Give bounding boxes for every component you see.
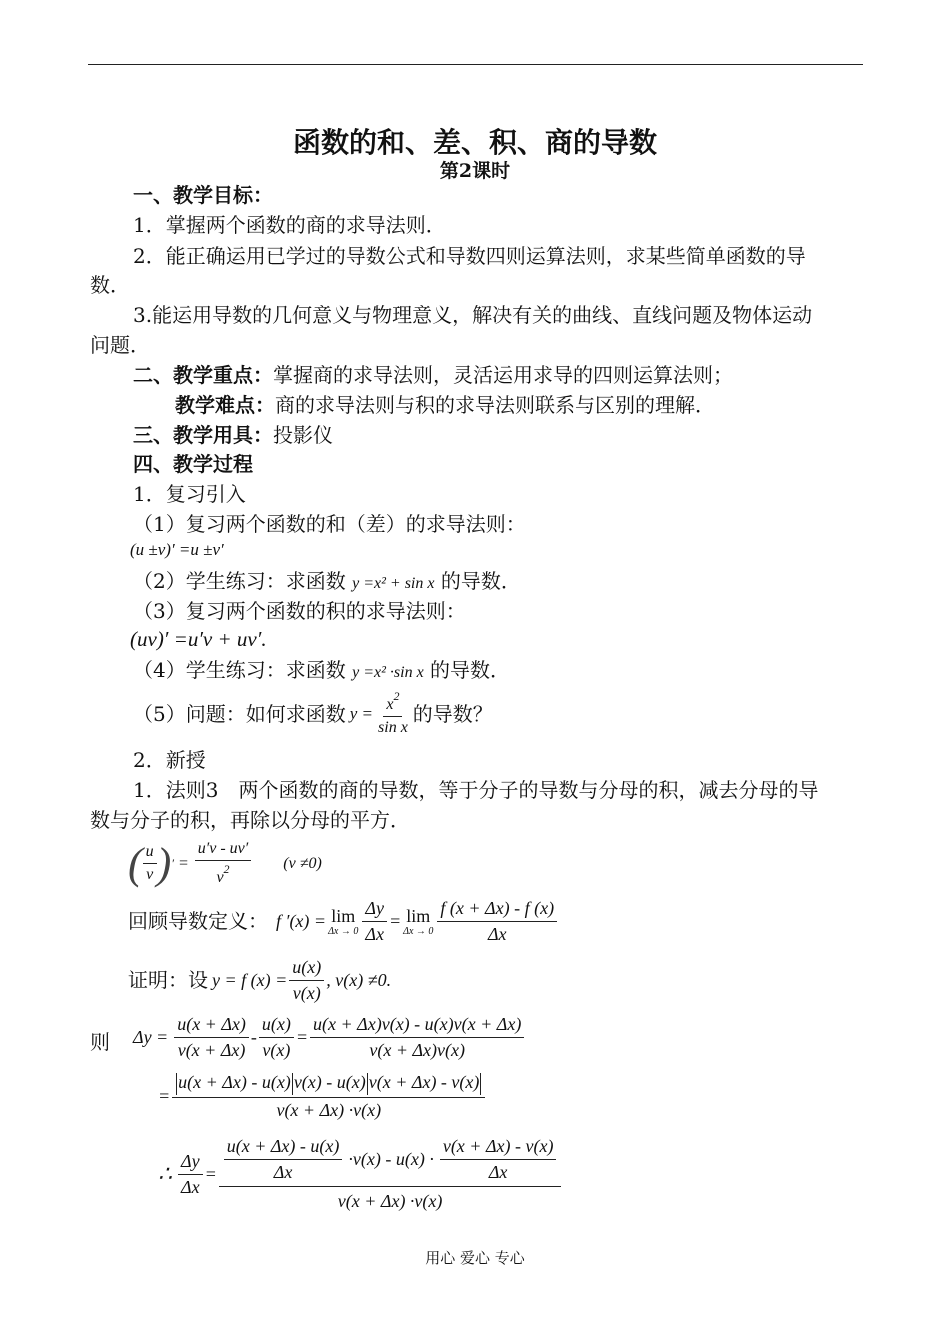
review-item-1: （1）复习两个函数的和（差）的求导法则： (133, 512, 526, 536)
page-footer: 用心 爱心 专心 (425, 1249, 525, 1267)
key-points-heading: 二、教学重点： (133, 363, 273, 387)
tools-text: 投影仪 (273, 423, 333, 447)
review-item-2-formula: y =x² + sin x (352, 575, 435, 592)
then-label: 则 (90, 1030, 110, 1054)
quotient-rule-line1: 1．法则3 两个函数的商的导数，等于分子的导数与分母的积，减去分母的导 (133, 778, 819, 802)
difficulty-heading: 教学难点： (175, 393, 275, 417)
review-item-5-suffix: 的导数？ (412, 701, 493, 726)
objective-3-line2: 问题． (90, 333, 150, 357)
review-item-3: （3）复习两个函数的积的求导法则： (133, 599, 466, 623)
review-item-4-suffix: 的导数． (430, 658, 511, 682)
section-1-heading: 一、教学目标： (133, 183, 273, 207)
tools-row (133, 423, 333, 447)
page-subtitle: 第2课时 (439, 160, 511, 182)
key-points-row (133, 363, 733, 387)
quotient-rule-line2: 数与分子的积，再除以分母的平方． (90, 808, 410, 832)
review-item-2-prefix: （2）学生练习：求函数 (133, 569, 346, 593)
review-item-2-suffix: 的导数． (440, 569, 521, 593)
objective-2-line1: 2．能正确运用已学过的导数公式和导数四则运算法则，求某些简单函数的导 (133, 244, 806, 268)
review-item-4 (133, 658, 510, 685)
tools-heading: 三、教学用具： (133, 423, 273, 447)
process-heading: 四、教学过程 (133, 452, 253, 476)
page-title: 函数的和、差、积、商的导数 (292, 126, 657, 159)
review-item-5 (133, 690, 493, 738)
objective-1: 1．掌握两个函数的商的求导法则． (133, 213, 446, 237)
derivative-definition-row: 回顾导数定义： f ′(x) = lim Δx → 0 $\frac{\Delta y}{\Delta x}$ = lim Δx → 0 $\frac{f (x + \Delta x) - f (x)}{\Delta x}$ (128, 898, 559, 944)
difficulty-text: 商的求导法则与积的求导法则联系与区别的理解． (275, 393, 715, 417)
proof-label: 证明：设 (128, 968, 208, 993)
difference-quotient-equation: ∴ $\frac{\Delta y}{\Delta x}$ = $\frac{u(x + \Delta x) - u(x)}{\Delta x}$ ·v(x) - u(x) · $\frac{v(x + \Delta x) - v(x)}{\Delta x}$ v(x + Δx) ·v(x) (158, 1136, 563, 1212)
difficulty-row (175, 393, 715, 417)
product-rule-formula: (uv)′ =u′v + uv′. (130, 627, 267, 651)
review-item-2 (133, 569, 521, 596)
review-intro: 1．复习引入 (133, 482, 246, 506)
review-item-4-formula: y =x² ·sin x (352, 664, 424, 681)
delta-y-equation: Δy = $\frac{u(x + \Delta x)}{v(x + \Delta x)}$ - $\frac{u(x)}{v(x)}$ = $\frac{u(x + \Delta x)v(x) - u(x)v(x + \Delta x)}{v(x + \Delta x)v(x)}$ (133, 1014, 526, 1060)
therefore-symbol: ∴ (158, 1161, 172, 1187)
review-item-4-prefix: （4）学生练习：求函数 (133, 658, 346, 682)
derivative-definition-label: 回顾导数定义： (128, 909, 268, 934)
header-rule (88, 64, 863, 65)
new-lesson-heading: 2．新授 (133, 748, 206, 772)
quotient-example-fraction: $\frac{x^2}{\text{sin x}}$ (378, 689, 408, 737)
delta-y-expanded: = $\frac{u(x + \Delta x) - u(x) v(x) - u(x) v(x + \Delta x) - v(x)}{v(x + \Delta x) \cdot v(x)}$ (158, 1072, 487, 1121)
key-points-text: 掌握商的求导法则，灵活运用求导的四则运算法则； (273, 363, 733, 387)
quotient-example-lhs: y = (349, 703, 374, 723)
review-item-5-prefix: （5）问题：如何求函数 (133, 701, 346, 726)
objective-3-line1: 3.能运用导数的几何意义与物理意义，解决有关的曲线、直线问题及物体运动 (133, 303, 813, 327)
objective-2-line2: 数． (90, 273, 130, 297)
sum-rule-formula: (u ±v)′ =u ±v′ (130, 540, 224, 559)
proof-setup-row: 证明：设 y = f (x) = $\frac{u(x)}{v(x)}$ , v(x) ≠0. (128, 957, 392, 1003)
quotient-rule-formula: ( $\frac{u}{v}$ ) ′ = $\frac{u'v - uv'}{v^2}$ (v ≠0) (128, 838, 322, 888)
